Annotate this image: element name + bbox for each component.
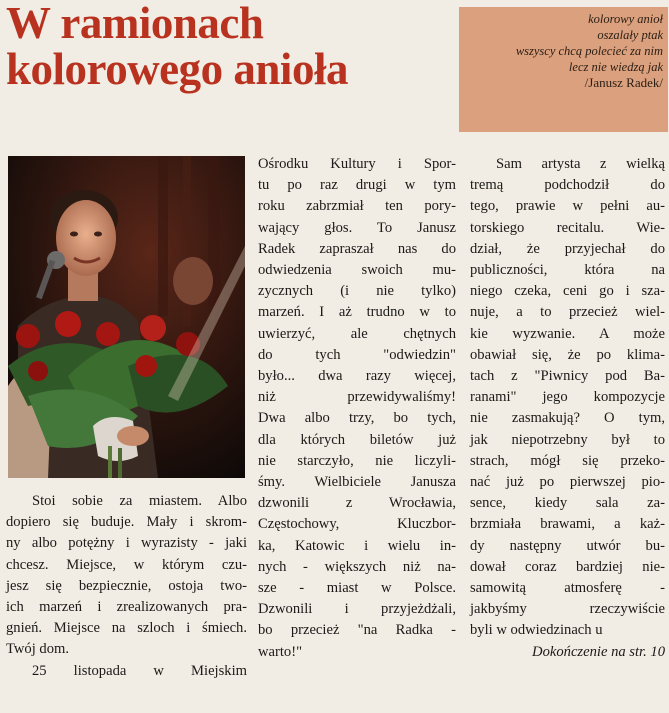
text-line: dzwonili z Wrocławia, — [258, 495, 456, 512]
text-line: Dwa albo trzy, bo tych, — [258, 410, 456, 427]
text-line: tego, prawie w pełni au- — [470, 198, 665, 215]
text-line: sze - miast w Polsce. — [258, 580, 456, 597]
text-line: niego czeka, ceni go i sza- — [470, 283, 665, 300]
text-line: tach z "Piwnicy pod Ba- — [470, 368, 665, 385]
concert-photo — [8, 156, 245, 478]
text-line: ny albo potężny i wyrazisty - jaki — [6, 535, 247, 552]
text-line: śmy. Wielbiciele Janusza — [258, 474, 456, 491]
text-line: sence, kiedy sala za- — [470, 495, 665, 512]
text-line: dował coraz bardziej nie- — [470, 558, 665, 575]
singer-with-flowers-image — [8, 156, 245, 478]
text-line: jakbyśmy rzeczywiście — [470, 601, 665, 618]
epigraph-quote-box — [459, 7, 668, 132]
text-line: strach, mógł się przeko- — [470, 452, 665, 469]
text-line: jesz się bezpiecznie, ostoja two- — [6, 577, 247, 594]
text-line: Stoi sobie za miastem. Albo — [32, 493, 247, 509]
text-line: nie zasmakują? O tym, — [470, 410, 665, 427]
continuation-note: Dokończenie na str. 10 — [532, 643, 665, 660]
article-column-3 — [470, 154, 665, 663]
text-line: Twój dom. — [6, 641, 70, 658]
text-line: dla których biletów już — [258, 431, 456, 448]
text-line: Częstochowy, Kluczbor- — [258, 516, 456, 533]
quote-line: wszyscy chcą polecieć za nim — [515, 44, 663, 58]
text-line: nych - większych niż na- — [258, 558, 456, 575]
text-line: torskiego recitalu. Wie- — [470, 219, 665, 236]
text-line: ranami" jego kompozycje — [470, 389, 665, 406]
headline-line-1: W ramionach — [6, 0, 264, 48]
text-line: samowitą atmosferę - — [470, 580, 665, 597]
text-line: dział, że przyjechał do — [470, 240, 665, 257]
text-line: brzmiała brawami, a każ- — [470, 516, 665, 533]
text-line: uwierzyć, ale chętnych — [258, 325, 456, 342]
text-line: 25 listopada w Miejskim — [32, 662, 247, 679]
article-column-1 — [6, 491, 247, 682]
text-line: nie starczyło, nie liczyli- — [258, 452, 456, 469]
text-line: marzeń. I aż trudno w to — [258, 304, 456, 321]
text-line: Dzwonili i przyjeżdżali, — [258, 601, 456, 618]
text-line: odwiedzenia swoich mu- — [258, 262, 456, 279]
text-line: tu po raz drugi w tym — [258, 177, 456, 194]
quote-line: lecz nie wiedzą jak — [568, 60, 663, 74]
text-line: zycznych (i nie tylko) — [258, 283, 456, 300]
text-line: nuje, a to przecież wiel- — [470, 304, 665, 321]
text-line: dy następny utwór bu- — [470, 537, 665, 554]
text-line: Radek zapraszał nas do — [258, 240, 456, 257]
text-line: do tych "odwiedzin" — [258, 346, 456, 363]
text-line: kie wyzwanie. A może — [470, 325, 665, 342]
text-line: byli w odwiedzinach u — [470, 622, 603, 639]
text-line: publiczności, która na — [470, 262, 665, 279]
quote-line: oszalały ptak — [597, 28, 663, 42]
text-line: gnień. Miejsce na szloch i śmiech. — [6, 620, 247, 637]
text-line: wający głos. To Janusz — [258, 219, 456, 236]
headline-line-2: kolorowego anioła — [6, 44, 348, 94]
text-line: ka, Katowic i wielu in- — [258, 537, 456, 554]
text-line: tremą podchodził do — [470, 177, 665, 194]
text-line: bo przecież "na Radka - — [258, 622, 456, 639]
quote-line: kolorowy anioł — [588, 12, 663, 26]
text-line: było... dwa razy więcej, — [258, 368, 456, 385]
article-column-2 — [258, 154, 456, 663]
text-line: nać już po pierwszej pio- — [470, 474, 665, 491]
article-headline — [6, 0, 436, 92]
text-line: niż przewidywaliśmy! — [258, 389, 456, 406]
text-line: chcesz. Miejsce, w którym czu- — [6, 556, 247, 573]
text-line: Ośrodku Kultury i Spor- — [258, 156, 456, 172]
text-line: ich marzeń i zrealizowanych pra- — [6, 599, 247, 616]
quote-author: /Janusz Radek/ — [584, 75, 663, 90]
text-line: Sam artysta z wielką — [496, 156, 665, 172]
text-line: obawiał się, że po klima- — [470, 346, 665, 363]
text-line: roku zabrzmiał ten pory- — [258, 198, 456, 215]
text-line: warto!" — [258, 643, 303, 660]
text-line: dopiero się buduje. Mały i skrom- — [6, 514, 247, 531]
text-line: jak niepotrzebny był to — [470, 431, 665, 448]
